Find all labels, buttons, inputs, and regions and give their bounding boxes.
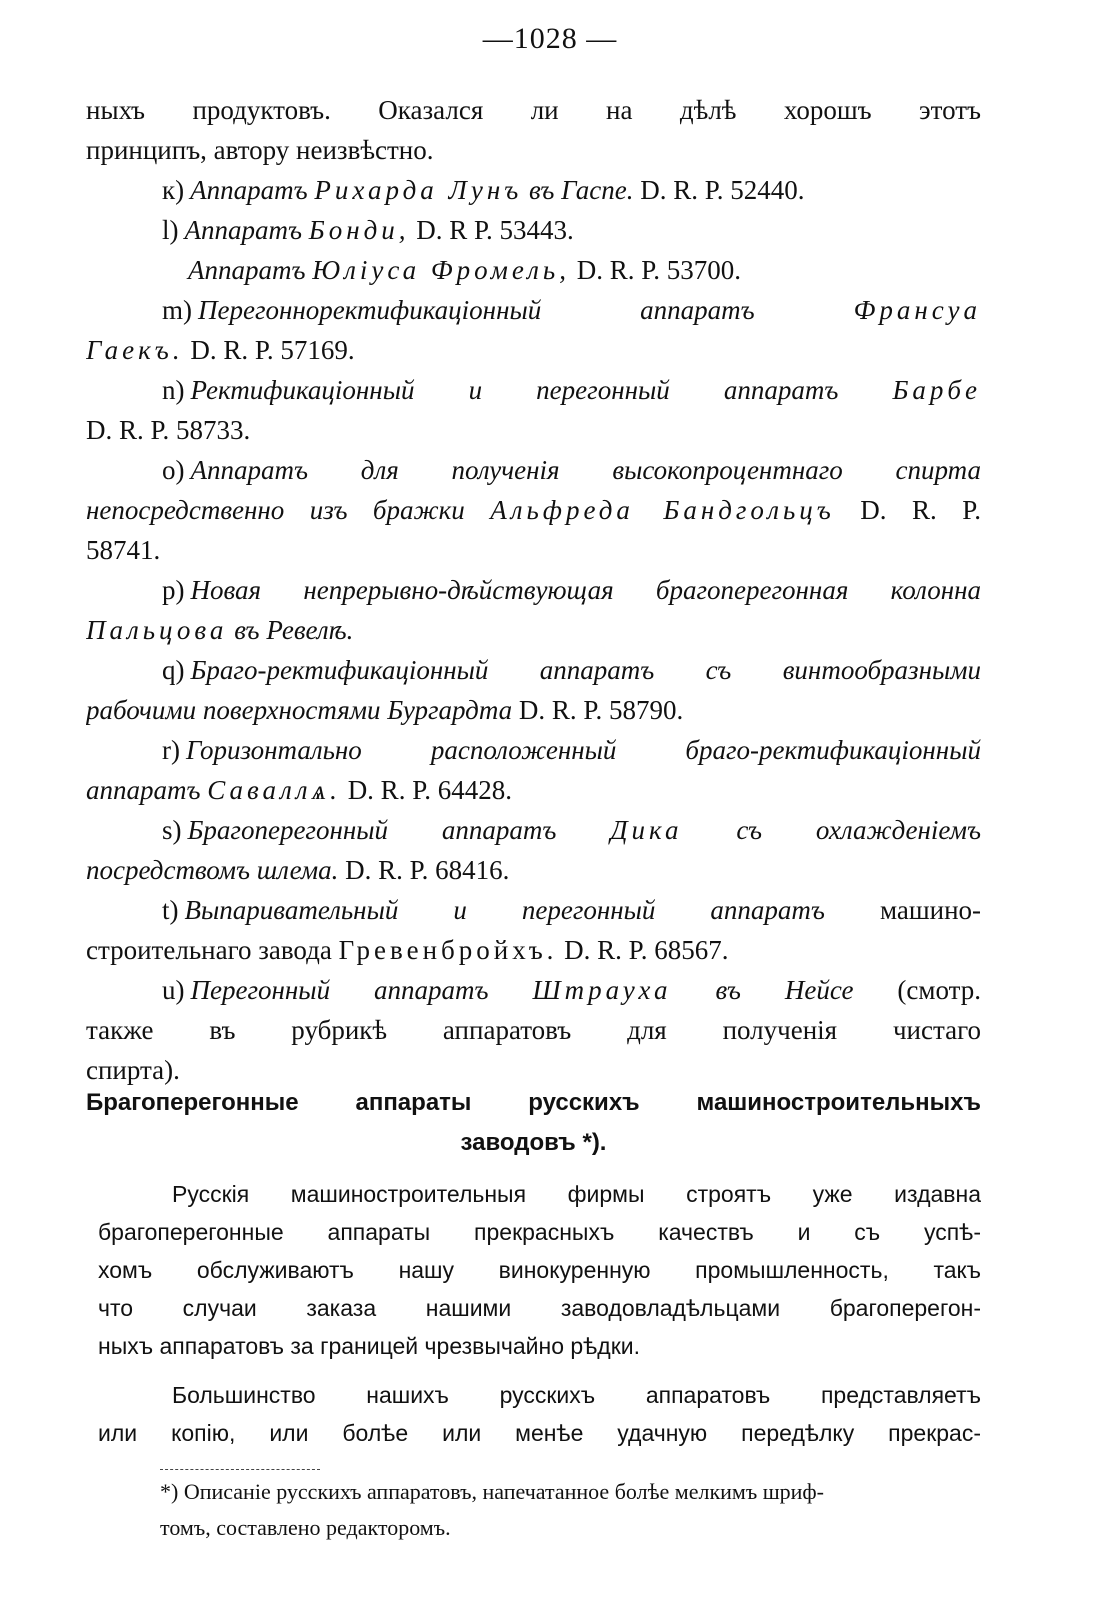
entry-o-cont bbox=[86, 490, 981, 530]
entry-text: машино- bbox=[879, 895, 981, 925]
entry-person: Штрауха bbox=[532, 975, 672, 1005]
entry-place: въ Гаспе. bbox=[528, 175, 634, 205]
entry-o bbox=[86, 450, 981, 490]
entry-title: Брагоперегонный аппаратъ bbox=[187, 815, 557, 845]
entry-person: Франсуа bbox=[853, 295, 981, 325]
entry-m bbox=[86, 290, 981, 330]
patent-number: D. R. P. 58790. bbox=[518, 695, 684, 725]
heading-line: заводовъ *). bbox=[460, 1129, 607, 1156]
entry-q bbox=[86, 650, 981, 690]
entry-title: Аппаратъ bbox=[184, 215, 303, 245]
entry-title: Новая непрерывно-дѣйствующая брагоперегонная колонна bbox=[190, 575, 981, 605]
entry-text: также въ рубрикѣ аппаратовъ для полученія чистаго bbox=[86, 1015, 981, 1045]
patent-number: D. R. P. 64428. bbox=[347, 775, 512, 805]
entry-place: въ Ревелѣ. bbox=[234, 615, 354, 645]
entry-title: Аппаратъ для полученія высокопроцентнаго спирта bbox=[190, 455, 981, 485]
entry-person: Дика bbox=[610, 815, 683, 845]
entry-p bbox=[86, 570, 981, 610]
entry-title: Браго-ректификаціонный аппаратъ съ винтообразными bbox=[190, 655, 981, 685]
entry-person: Гаекъ. bbox=[86, 335, 184, 365]
patent-number: D. R. P. bbox=[860, 495, 981, 525]
paragraph-2 bbox=[98, 1376, 981, 1452]
entry-title: Горизонтально расположенный браго-ректификаціонный bbox=[185, 735, 981, 765]
entry-r-cont bbox=[86, 770, 981, 810]
patent-number: 58741. bbox=[86, 535, 161, 565]
patent-number: D. R. P. 52440. bbox=[640, 175, 805, 205]
paragraph-line: хомъ обслуживаютъ нашу винокуренную промышленность, такъ bbox=[98, 1257, 981, 1283]
entry-text: спирта). bbox=[86, 1055, 180, 1085]
entry-marker: r) bbox=[162, 735, 180, 765]
entry-title: Аппаратъ bbox=[188, 255, 306, 285]
entry-title: Перегонный аппаратъ bbox=[190, 975, 489, 1005]
paragraph-line: или копію, или болѣе или менѣе удачную передѣлку прекрас- bbox=[98, 1420, 981, 1446]
entry-text: строительнаго завода bbox=[86, 935, 332, 965]
entry-n bbox=[86, 370, 981, 410]
patent-number: D. R P. 53443. bbox=[416, 215, 574, 245]
entry-t bbox=[86, 890, 981, 930]
text: принципъ, автору неизвѣстно. bbox=[86, 135, 434, 165]
heading-line: Брагоперегонные аппараты русскихъ машиностроительныхъ bbox=[86, 1089, 981, 1116]
entry-l bbox=[86, 210, 981, 250]
entry-person: Альфреда Бандгольцъ bbox=[490, 495, 835, 525]
entry-person: Пальцова bbox=[86, 615, 228, 645]
entry-title: съ охлажденіемъ bbox=[736, 815, 981, 845]
entry-text: (смотр. bbox=[897, 975, 981, 1005]
entry-s-cont bbox=[86, 850, 981, 890]
patent-number: D. R. P. 58733. bbox=[86, 415, 251, 445]
entry-person: Рихарда Лунъ bbox=[314, 175, 523, 205]
entry-marker: u) bbox=[162, 975, 185, 1005]
entry-r bbox=[86, 730, 981, 770]
footnote bbox=[160, 1474, 981, 1546]
entry-marker: l) bbox=[162, 215, 179, 245]
footnote-rule bbox=[160, 1469, 320, 1470]
entry-person: Саваллѧ. bbox=[207, 775, 341, 805]
patent-number: D. R. P. 57169. bbox=[190, 335, 355, 365]
entry-person: Барбе bbox=[892, 375, 981, 405]
text: ныхъ продуктовъ. Оказался ли на дѣлѣ хорошъ этотъ bbox=[86, 95, 981, 125]
entry-marker: t) bbox=[162, 895, 179, 925]
entry-o-cont2 bbox=[86, 530, 981, 570]
entry-title: непосредственно изъ бражки bbox=[86, 495, 465, 525]
footnote-line: *) Описаніе русскихъ аппаратовъ, напечатанное болѣе мелкимъ шриф- bbox=[160, 1479, 825, 1504]
paragraph-line: брагоперегонные аппараты прекрасныхъ качествъ и съ успѣ- bbox=[98, 1219, 981, 1245]
entry-title: Выпаривательный и перегонный аппаратъ bbox=[184, 895, 825, 925]
entry-m-cont bbox=[86, 330, 981, 370]
text-line bbox=[86, 90, 981, 130]
page-number: —1028 — bbox=[482, 22, 618, 55]
entry-person: Бонди, bbox=[308, 215, 410, 245]
entry-n-cont bbox=[86, 410, 981, 450]
entry-marker: s) bbox=[162, 815, 182, 845]
entry-marker: q) bbox=[162, 655, 185, 685]
entry-marker: к) bbox=[162, 175, 185, 205]
entry-title: Перегоннoректификаціонный аппаратъ bbox=[198, 295, 755, 325]
section-heading bbox=[86, 1083, 981, 1163]
entry-title: посредствомъ шлема. bbox=[86, 855, 339, 885]
entry-marker: m) bbox=[162, 295, 192, 325]
entry-person: Гревенбройхъ. bbox=[338, 935, 558, 965]
entry-p-cont bbox=[86, 610, 981, 650]
entries-list bbox=[86, 90, 981, 1090]
paragraph-line: Русскія машиностроительныя фирмы строятъ уже издавна bbox=[172, 1181, 981, 1207]
entry-t-cont bbox=[86, 930, 981, 970]
entry-title: Аппаратъ bbox=[190, 175, 308, 205]
entry-u bbox=[86, 970, 981, 1010]
footnote-line: томъ, составлено редакторомъ. bbox=[160, 1515, 451, 1540]
entry-q-cont bbox=[86, 690, 981, 730]
entry-u-cont bbox=[86, 1010, 981, 1050]
entry-s bbox=[86, 810, 981, 850]
paragraph-1 bbox=[98, 1175, 981, 1365]
text-line bbox=[86, 130, 981, 170]
patent-number: D. R. P. 53700. bbox=[576, 255, 741, 285]
patent-number: D. R. P. 68567. bbox=[564, 935, 729, 965]
paragraph-line: Большинство нашихъ русскихъ аппаратовъ представляетъ bbox=[172, 1382, 981, 1408]
entry-marker: p) bbox=[162, 575, 185, 605]
entry-k bbox=[86, 170, 981, 210]
paragraph-line: что случаи заказа нашими заводовладѣльцами брагоперегон- bbox=[98, 1295, 981, 1321]
patent-number: D. R. P. 68416. bbox=[345, 855, 510, 885]
entry-title: аппаратъ bbox=[86, 775, 201, 805]
entry-marker: n) bbox=[162, 375, 185, 405]
entry-title: рабочими поверхностями Бургардта bbox=[86, 695, 513, 725]
entry-l-cont bbox=[86, 250, 981, 290]
paragraph-line: ныхъ аппаратовъ за границей чрезвычайно рѣдки. bbox=[98, 1333, 641, 1359]
entry-person: Юліуса Фромель, bbox=[312, 255, 570, 285]
entry-title: Ректификаціонный и перегонный аппаратъ bbox=[190, 375, 839, 405]
entry-marker: o) bbox=[162, 455, 185, 485]
entry-place: въ Нейсе bbox=[715, 975, 854, 1005]
